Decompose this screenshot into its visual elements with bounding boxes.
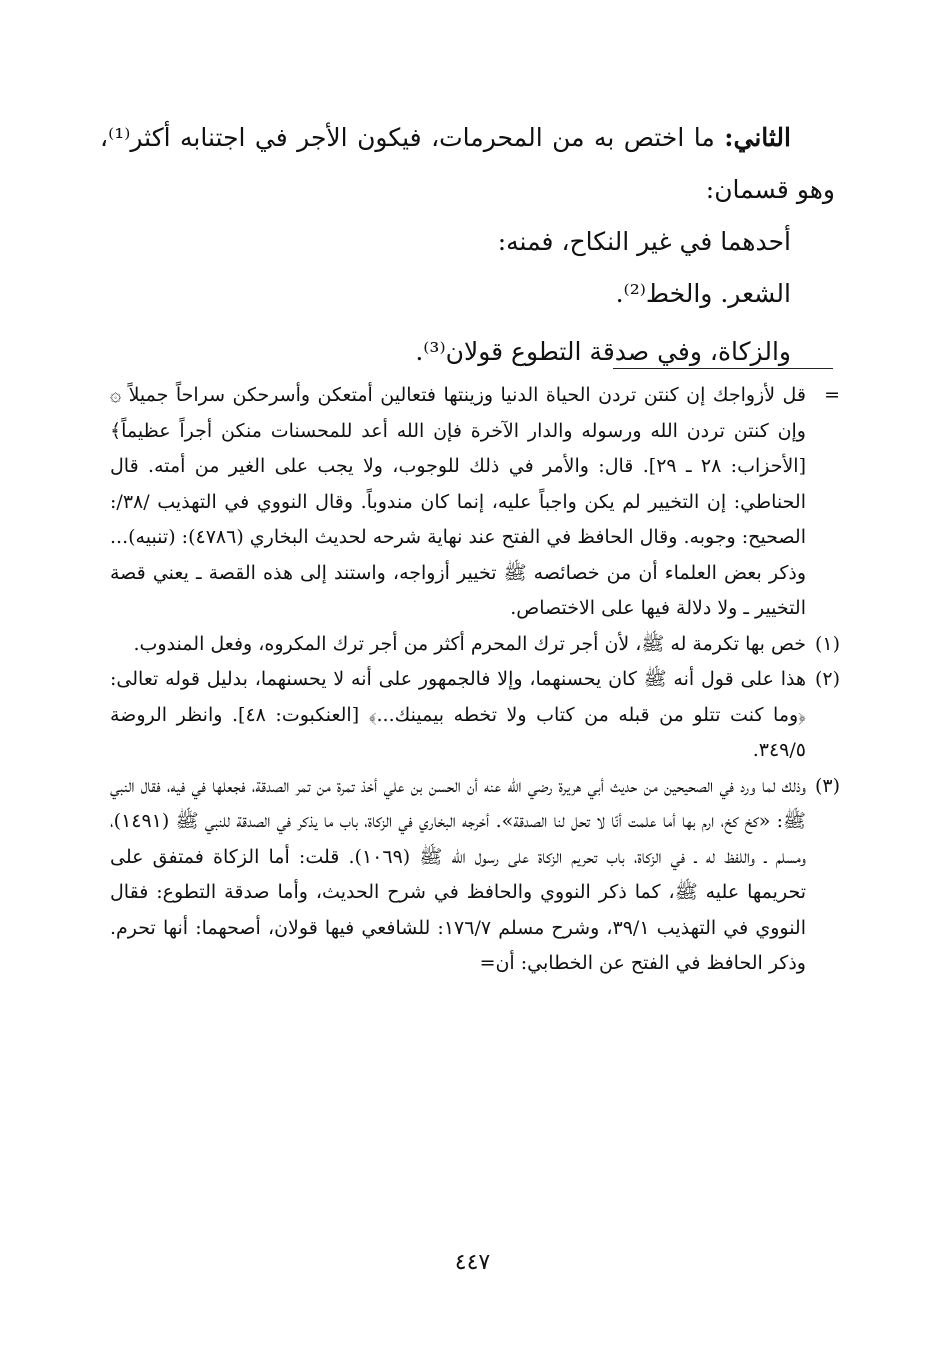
footnote-2 [110, 662, 840, 769]
footnote-text: وذلك لما ورد في الصحيحين من حديث أبي هريرة رضي الله عنه أن الحسن بن علي أخذ تمرة من تمر الصدقة، فجعلها في فيه، فقال النبي ﷺ: «كخ كخ، ارم بها أما علمت أنّا لا تحل لنا الصدقة». أخرجه البخاري في الزكاة، باب ما يذكر في الصدقة للنبي ﷺ (١٤٩١)، ومسلم ـ واللفظ له ـ في الزكاة، باب تحريم الزكاة على رسول الله ﷺ (١٠٦٩). قلت: أما الزكاة فمتفق على تحريمها عليه ﷺ، كما ذكر النووي والحافظ في شرح الحديث، وأما صدقة التطوع: فقال النووي في التهذيب ٣٩/١، وشرح مسلم ١٧٦/٧: للشافعي فيها قولان، أصحهما: أنها تحرم. وذكر الحافظ في الفتح عن الخطابي: أن= [110, 774, 807, 974]
page-number: ٤٤٧ [454, 1250, 491, 1275]
footnote-text: قل لأزواجك إن كنتن تردن الحياة الدنيا وزينتها فتعالين أمتعكن وأسرحكن سراحاً جميلاً ۞ وإن كنتن تردن الله ورسوله والدار الآخرة فإن الله أعد للمحسنات منكن أجراً عظيماً﴾ [الأحزاب: ٢٨ ـ ٢٩]. قال: والأمر في ذلك للوجوب، ولا يجب على الغير من أمته. قال الحناطي: إن التخيير لم يكن واجباً عليه، إنما كان مندوباً. وقال النووي في التهذيب /٣٨/: الصحيح: وجوبه. وقال الحافظ في الفتح عند نهاية شرحه لحديث البخاري (٤٧٨٦): (تنبيه)... وذكر بعض العلماء أن من خصائصه ﷺ تخيير أزواجه، واستند إلى هذه القصة ـ يعني قصة التخيير ـ ولا دلالة فيها على الاختصاص. [110, 384, 806, 619]
main-text [100, 112, 835, 378]
footnote-marker: (٣) [814, 774, 840, 797]
footnote-marker: (١) [814, 632, 840, 655]
footnote-marker: (٢) [814, 668, 840, 690]
footnote-3 [110, 769, 840, 982]
main-line-3: الشعر. والخط⁽²⁾. [615, 279, 791, 308]
footnote-text: هذا على قول أنه ﷺ كان يحسنهما، وإلا فالجمهور على أنه لا يحسنهما، بدليل قوله تعالى: ﴿وما كنت تتلو من قبله من كتاب ولا تخطه بيمينك...﴾ [العنكبوت: ٤٨]. وانظر الروضة ٣٤٩/٥. [110, 668, 806, 761]
footnote-continued [110, 378, 840, 627]
main-paragraph-1 [100, 112, 835, 216]
footnote-divider [613, 368, 833, 369]
section-lead: الثاني: [724, 123, 791, 152]
main-line-4: والزكاة، وفي صدقة التطوع قولان⁽³⁾. [415, 337, 791, 366]
footnote-1 [110, 627, 840, 663]
main-line-2: أحدهما في غير النكاح، فمنه: [497, 227, 791, 256]
footnote-text: خص بها تكرمة له ﷺ، لأن أجر ترك المحرم أكثر من أجر ترك المكروه، وفعل المندوب. [133, 632, 806, 655]
footnotes [110, 378, 840, 982]
main-line-1: ما اختص به من المحرمات، فيكون الأجر في اجتنابه أكثر⁽¹⁾، وهو قسمان: [100, 123, 835, 204]
footnote-marker: = [824, 384, 840, 406]
